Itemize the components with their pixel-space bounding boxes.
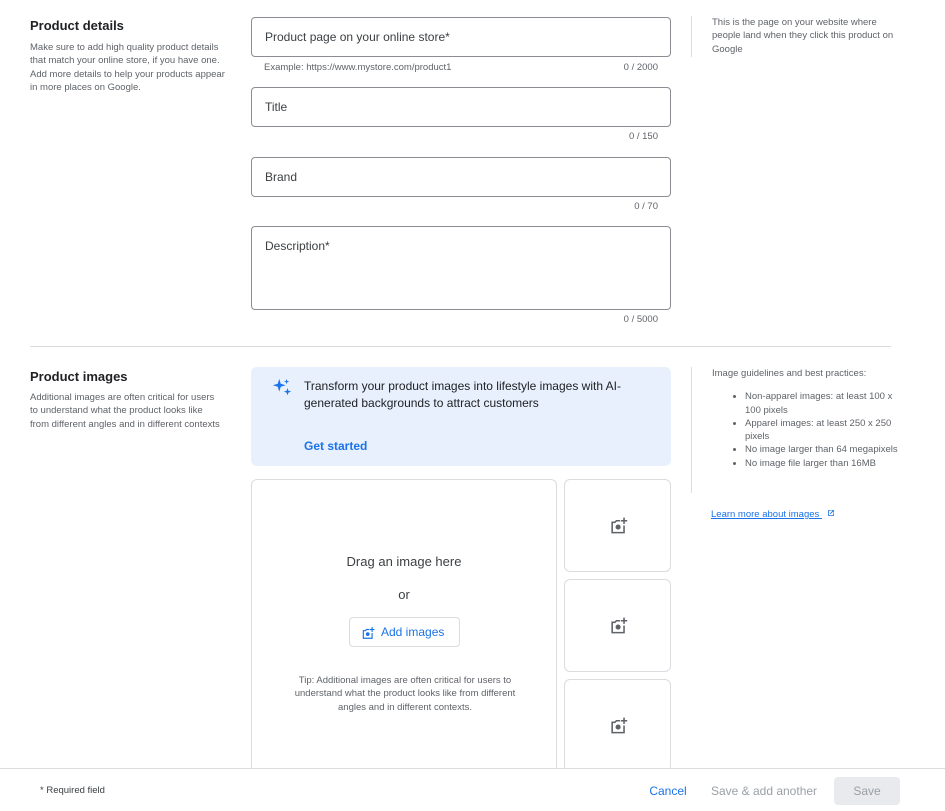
cancel-button[interactable]: Cancel — [649, 784, 687, 798]
learn-more-label: Learn more about images — [711, 509, 820, 520]
guidelines-heading: Image guidelines and best practices: — [712, 368, 867, 379]
brand-field[interactable] — [251, 157, 671, 197]
image-slot-1[interactable] — [564, 479, 671, 572]
add-photo-icon — [609, 616, 628, 635]
add-photo-icon — [361, 626, 375, 640]
image-drop-zone[interactable] — [251, 479, 557, 779]
product-page-counter: 0 / 2000 — [623, 62, 658, 73]
product-page-helper: Example: https://www.mystore.com/product1 — [264, 62, 452, 73]
brand-label: Brand — [265, 170, 298, 184]
drop-zone-title: Drag an image here — [346, 554, 462, 569]
title-label: Title — [265, 100, 288, 114]
sparkle-icon — [271, 377, 293, 399]
image-slot-2[interactable] — [564, 579, 671, 672]
save-and-add-another-button[interactable]: Save & add another — [710, 784, 818, 798]
guideline-item: • No image larger than 64 megapixels — [745, 443, 906, 456]
add-photo-icon — [609, 716, 628, 735]
footer-bar — [0, 768, 945, 811]
guidelines-list — [712, 390, 906, 470]
title-counter: 0 / 150 — [628, 131, 658, 142]
add-images-button[interactable] — [349, 617, 460, 647]
product-page-side-note — [691, 16, 906, 57]
description-field[interactable] — [251, 226, 671, 310]
ai-banner — [251, 367, 671, 466]
product-page-field[interactable] — [251, 17, 671, 57]
product-page-label: Product page on your online store* — [265, 30, 450, 44]
guideline-item: • Apparel images: at least 250 x 250 pixels — [745, 417, 906, 444]
get-started-link[interactable]: Get started — [304, 439, 368, 453]
image-guidelines — [691, 367, 906, 493]
section-desc-product-images: Additional images are often critical for users to understand what the product looks like from different angles and in different contexts — [30, 392, 220, 430]
description-counter: 0 / 5000 — [623, 314, 658, 325]
add-photo-icon — [609, 516, 628, 535]
required-field-note: * Required field — [40, 785, 105, 796]
drop-zone-or: or — [398, 587, 410, 602]
save-button[interactable]: Save — [834, 777, 900, 805]
drop-zone-tip: Tip: Additional images are often critical for users to understand what the product looks like from different angles and in different contexts. — [294, 675, 516, 713]
section-desc-product-details: Make sure to add high quality product details that match your online store, if you have one. Add more details to help your products appear in more places on Google. — [30, 42, 225, 93]
guideline-item: • No image file larger than 16MB — [745, 457, 906, 470]
side-note-text: This is the page on your website where people land when they click this product on Google — [712, 17, 894, 55]
open-in-new-icon — [826, 508, 836, 518]
learn-more-images-link[interactable] — [711, 508, 836, 520]
add-images-label: Add images — [381, 625, 445, 639]
title-field[interactable] — [251, 87, 671, 127]
guideline-item: • Non-apparel images: at least 100 x 100 pixels — [745, 390, 906, 417]
ai-banner-text: Transform your product images into lifestyle images with AI-generated backgrounds to attract customers — [304, 379, 622, 410]
brand-counter: 0 / 70 — [634, 201, 658, 212]
description-label: Description* — [265, 239, 330, 253]
section-divider — [30, 346, 891, 347]
image-slot-3[interactable] — [564, 679, 671, 772]
section-title-product-details: Product details — [30, 18, 124, 33]
section-title-product-images: Product images — [30, 369, 128, 384]
